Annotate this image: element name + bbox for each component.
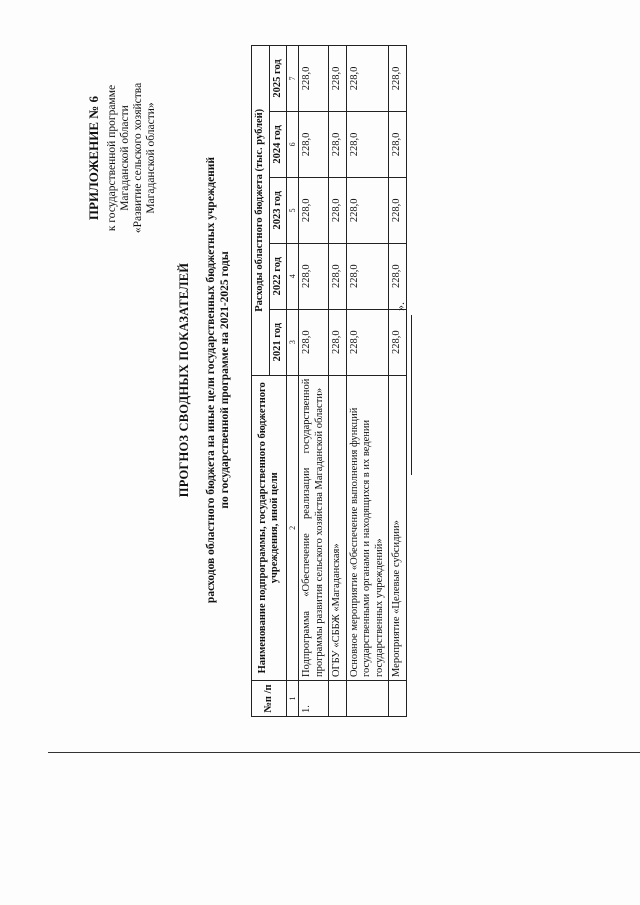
header-number: №п /п	[252, 681, 287, 717]
value-cell: 228,0	[299, 46, 329, 112]
appendix-title: ПРИЛОЖЕНИЕ № 6	[86, 95, 101, 221]
value-cell: 228,0	[346, 46, 389, 112]
value-cell: 228,0	[389, 309, 407, 375]
header-year-2024: 2024 год	[269, 111, 287, 177]
index-row	[287, 46, 299, 717]
expenditure-table	[251, 45, 407, 717]
value-cell: 228,0	[389, 111, 407, 177]
table-row	[346, 46, 389, 717]
index-cell: 2	[287, 375, 299, 680]
row-name: Мероприятие «Целевые субсидии»	[389, 375, 407, 680]
heading-subtitle-1: расходов областного бюджета на иные цели государственных бюджетных учреждений	[205, 156, 217, 604]
index-cell: 6	[287, 111, 299, 177]
index-cell: 1	[287, 681, 299, 717]
table-row	[299, 46, 329, 717]
header-year-2021: 2021 год	[269, 309, 287, 375]
index-cell: 3	[287, 309, 299, 375]
value-cell: 228,0	[389, 177, 407, 243]
closing-mark: ».	[393, 302, 407, 311]
index-cell: 4	[287, 243, 299, 309]
value-cell: 228,0	[329, 309, 347, 375]
value-cell: 228,0	[299, 177, 329, 243]
header-name: Наименование подпрограммы, государственного бюджетного учреждения, иной цели	[252, 375, 287, 680]
closing-line	[405, 315, 412, 475]
index-cell: 5	[287, 177, 299, 243]
appendix-line-1: к государственной программе	[106, 84, 118, 232]
value-cell: 228,0	[329, 243, 347, 309]
scan-divider-line	[48, 752, 640, 753]
header-year-2025: 2025 год	[269, 46, 287, 112]
heading-subtitle-2: по государственной программе на 2021-2025 годы	[219, 251, 231, 509]
value-cell: 228,0	[329, 46, 347, 112]
value-cell: 228,0	[329, 111, 347, 177]
value-cell: 228,0	[299, 111, 329, 177]
row-number	[346, 681, 389, 717]
table-row	[329, 46, 347, 717]
value-cell: 228,0	[299, 243, 329, 309]
appendix-line-2: Магаданской области	[119, 105, 131, 211]
value-cell: 228,0	[346, 243, 389, 309]
index-cell: 7	[287, 46, 299, 112]
table-row	[389, 46, 407, 717]
heading-title: ПРОГНОЗ СВОДНЫХ ПОКАЗАТЕЛЕЙ	[177, 262, 191, 498]
appendix-block	[87, 53, 158, 263]
appendix-line-4: Магаданской области»	[145, 102, 157, 214]
header-expenses-group: Расходы областного бюджета (тыс. рублей)	[252, 46, 270, 376]
value-cell: 228,0	[346, 177, 389, 243]
header-year-2022: 2022 год	[269, 243, 287, 309]
value-cell: 228,0	[346, 309, 389, 375]
value-cell: 228,0	[389, 46, 407, 112]
appendix-line-3: «Развитие сельского хозяйства	[132, 82, 144, 234]
value-cell: 228,0	[389, 243, 407, 309]
row-number: 1.	[299, 681, 329, 717]
document-heading	[177, 35, 232, 725]
rotated-document	[67, 35, 537, 725]
value-cell: 228,0	[299, 309, 329, 375]
row-name: Подпрограмма «Обеспечение реализации государственной программы развития сельского хозяйства Магаданской области»	[299, 375, 329, 680]
row-name: Основное мероприятие «Обеспечение выполнения функций государственными органами и находящихся в их ведении государственных учреждений»	[346, 375, 389, 680]
row-name: ОГБУ «СББЖ «Магаданская»	[329, 375, 347, 680]
row-number	[389, 681, 407, 717]
value-cell: 228,0	[346, 111, 389, 177]
row-number	[329, 681, 347, 717]
value-cell: 228,0	[329, 177, 347, 243]
header-year-2023: 2023 год	[269, 177, 287, 243]
